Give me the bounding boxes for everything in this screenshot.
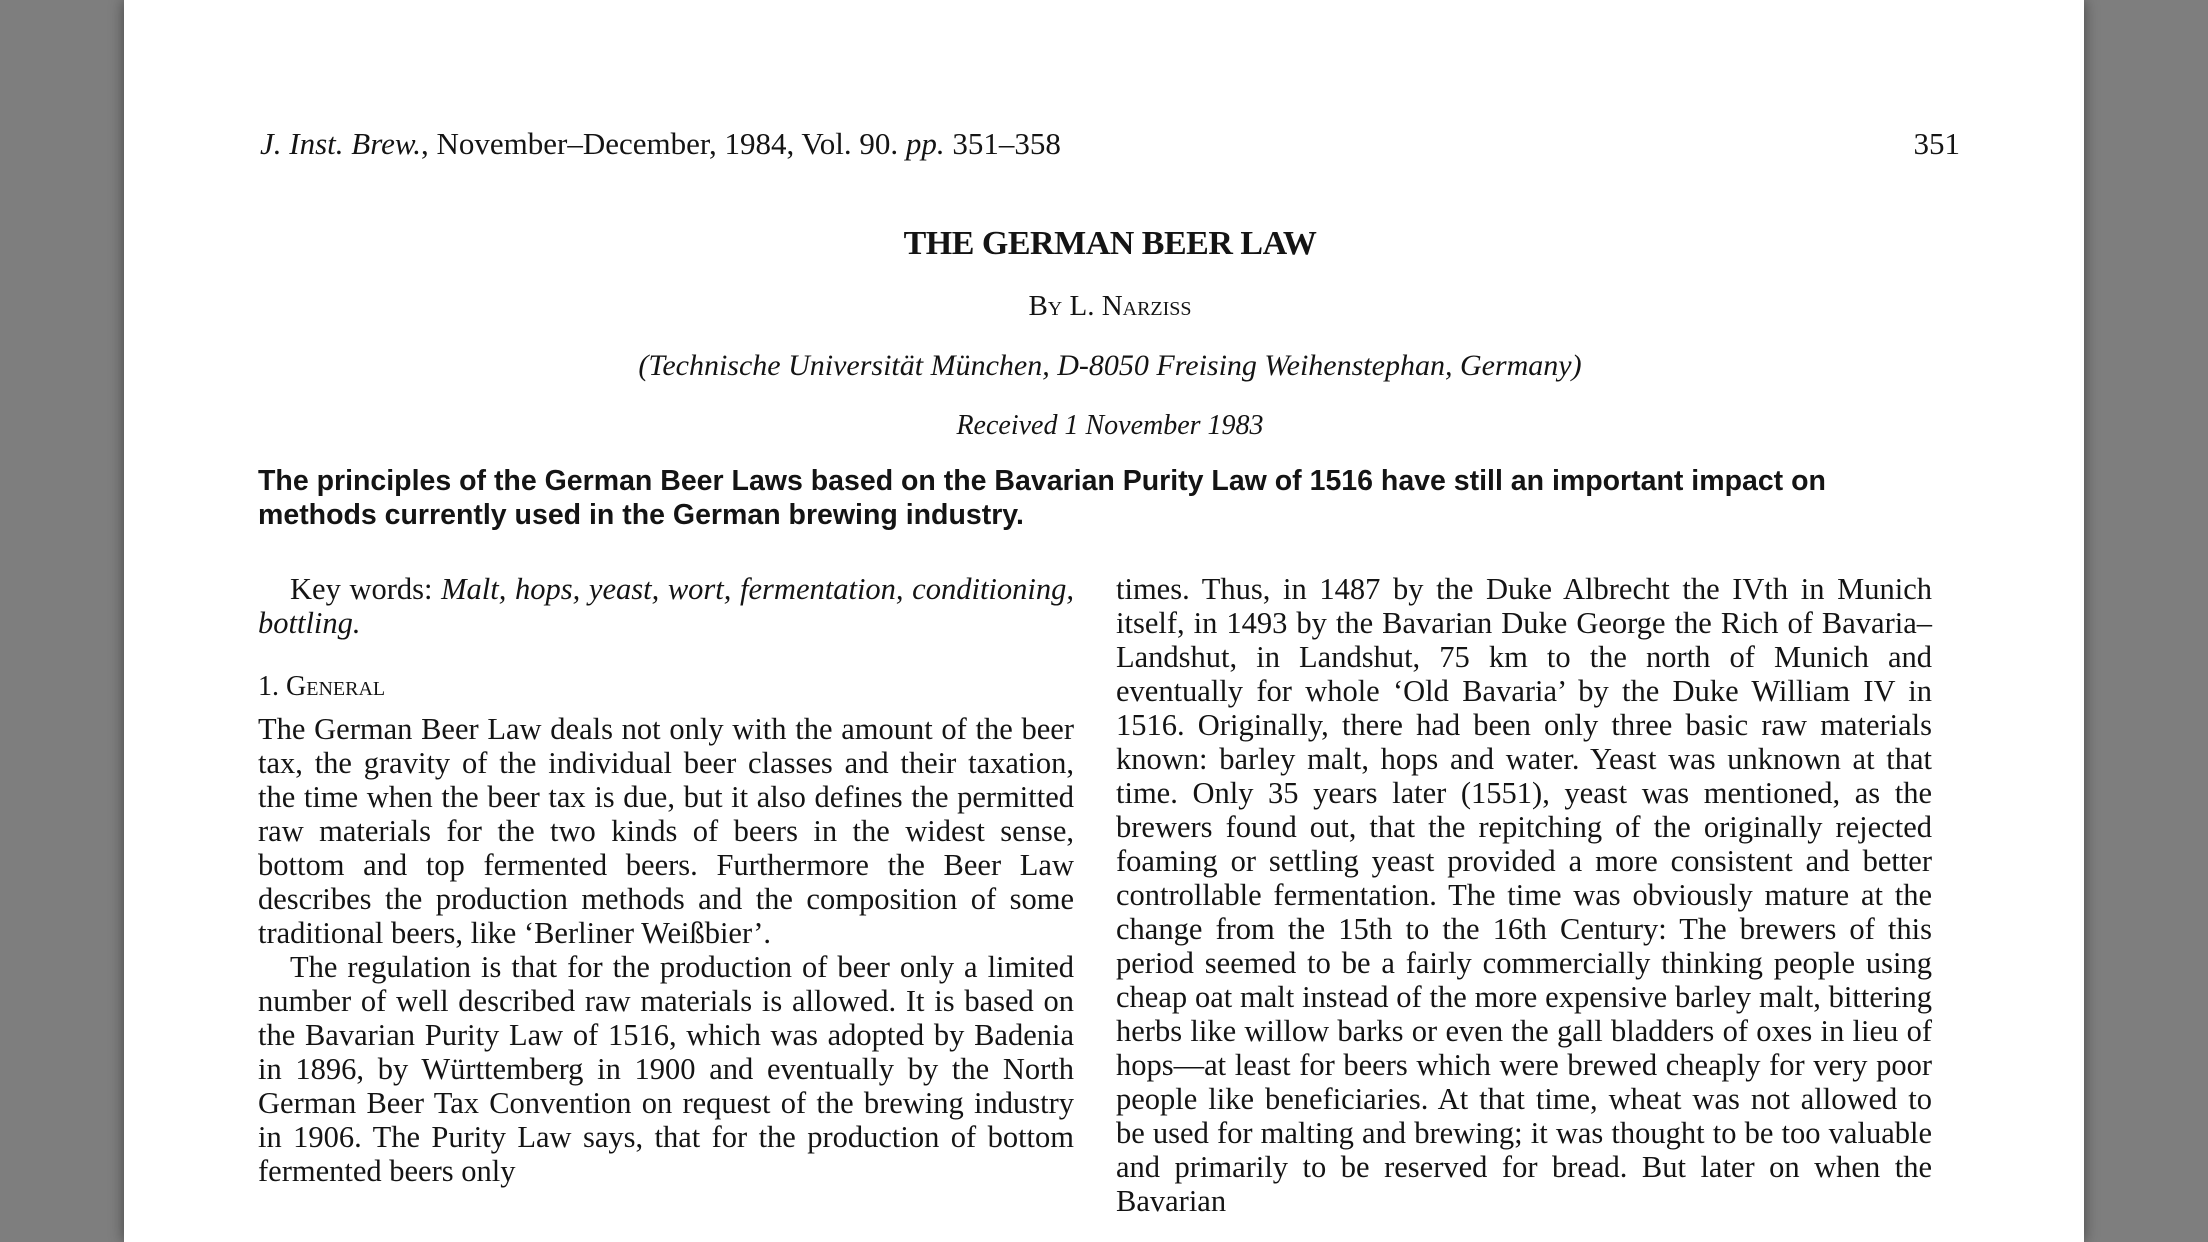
keywords-label: Key words: <box>290 572 442 606</box>
page-range: 351–358 <box>944 126 1061 161</box>
keywords <box>258 572 1074 640</box>
article-author: By L. Narziss <box>1028 290 1192 322</box>
pages-label: pp. <box>905 126 945 161</box>
abstract: The principles of the German Beer Laws based on the Bavarian Purity Law of 1516 have still an important impact on methods currently used in the German brewing industry. <box>258 465 1826 531</box>
running-header <box>260 124 2060 164</box>
author-affiliation: (Technische Universität München, D-8050 Freising Weihenstephan, Germany) <box>638 349 1582 382</box>
journal-issue: , November–December, 1984, Vol. 90. <box>421 126 906 161</box>
received-date: Received 1 November 1983 <box>956 410 1264 441</box>
paragraph: times. Thus, in 1487 by the Duke Albrecht the IVth in Munich itself, in 1493 by the Bavarian Duke George the Rich of Bavaria–Landshut, in Landshut, 75 km to the north of Munich and eventually for whole ‘Old Bavaria’ by the Duke William IV in 1516. Originally, there had been only three basic raw materials known: barley malt, hops and water. Yeast was unknown at that time. Only 35 years later (1551), yeast was mentioned, as the brewers found out, that the repitching of the originally rejected foaming or settling yeast provided a more consistent and better controllable fermentation. The time was obviously mature at the change from the 15th to the 16th Century: The brewers of this period seemed to be a fairly commercially thinking people using cheap oat malt instead of the more expensive barley malt, bittering herbs like willow barks or even the gall bladders of oxes in lieu of hops—at least for beers which were brewed cheaply for very poor people like beneficiaries. At that time, wheat was not allowed to be used for malting and brewing; it was thought to be too valuable and primarily to be reserved for bread. But later on when the Bavarian <box>1116 572 1932 1218</box>
page-number: 351 <box>1913 126 1960 161</box>
journal-name: J. Inst. Brew. <box>260 126 421 161</box>
left-column <box>258 572 1074 1188</box>
paragraph: The German Beer Law deals not only with the amount of the beer tax, the gravity of the individual beer classes and their taxation, the time when the beer tax is due, but it also defines the permitted raw materials for the two kinds of beers in the widest sense, bottom and top fermented beers. Furthermore the Beer Law describes the production methods and the composition of some traditional beers, like ‘Berliner Weißbier’. <box>258 712 1074 950</box>
article-title: THE GERMAN BEER LAW <box>903 225 1317 262</box>
right-column <box>1116 572 1932 1218</box>
pdf-page <box>124 0 2084 1242</box>
keywords-list: Malt, hops, yeast, wort, fermentation, conditioning, bottling. <box>258 572 1074 640</box>
section-heading: 1. General <box>258 671 386 702</box>
paragraph: The regulation is that for the production of beer only a limited number of well described raw materials is allowed. It is based on the Bavarian Purity Law of 1516, which was adopted by Badenia in 1896, by Württemberg in 1900 and eventually by the North German Beer Tax Convention on request of the brewing industry in 1906. The Purity Law says, that for the production of bottom fermented beers only <box>258 950 1074 1188</box>
